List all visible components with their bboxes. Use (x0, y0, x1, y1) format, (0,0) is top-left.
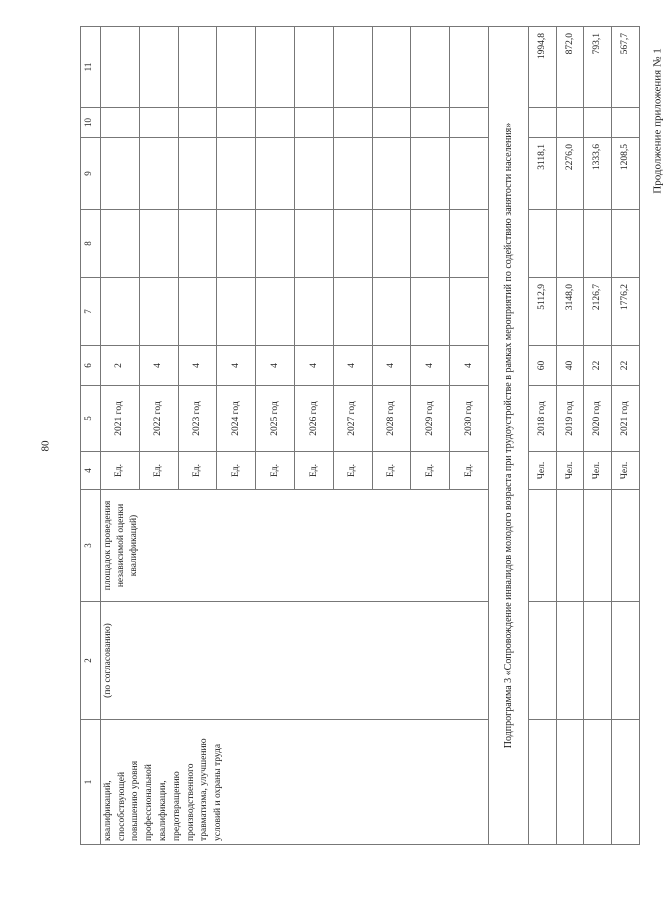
unit-cell: Ед. (295, 452, 334, 490)
empty-cell (372, 138, 411, 210)
empty-cell (333, 210, 372, 278)
empty-cell (295, 210, 334, 278)
value-cell: 4 (450, 346, 489, 386)
empty-cell (178, 138, 217, 210)
header-row (81, 27, 101, 845)
header-number-cell: 6 (81, 346, 101, 386)
empty-cell (139, 210, 178, 278)
empty-cell (411, 278, 450, 346)
table-row (529, 27, 557, 845)
year-cell: 2020 год (584, 386, 612, 452)
empty-cell (139, 27, 178, 108)
unit-cell: Ед. (450, 452, 489, 490)
empty-cell (529, 210, 557, 278)
empty-cell (450, 210, 489, 278)
unit-cell: Ед. (333, 452, 372, 490)
executor-cell: (по согласованию) (100, 602, 488, 720)
empty-cell (217, 138, 256, 210)
year-cell: 2023 год (178, 386, 217, 452)
empty-cell (217, 210, 256, 278)
other-cell: 567,7 (612, 27, 640, 108)
value-cell: 4 (372, 346, 411, 386)
empty-cell (529, 602, 557, 720)
value-cell: 22 (584, 346, 612, 386)
value-cell: 4 (178, 346, 217, 386)
empty-cell (100, 27, 139, 108)
header-number-cell: 7 (81, 278, 101, 346)
budget-cell: 1333,6 (584, 138, 612, 210)
unit-cell: Чел. (612, 452, 640, 490)
total-cell: 5112,9 (529, 278, 557, 346)
empty-cell (372, 27, 411, 108)
value-cell: 4 (217, 346, 256, 386)
empty-cell (372, 210, 411, 278)
other-cell: 1994,8 (529, 27, 557, 108)
unit-cell: Чел. (529, 452, 557, 490)
other-cell: 793,1 (584, 27, 612, 108)
empty-cell (295, 138, 334, 210)
empty-cell (450, 27, 489, 108)
empty-cell (612, 602, 640, 720)
empty-cell (256, 108, 295, 138)
empty-cell (295, 108, 334, 138)
unit-cell: Чел. (584, 452, 612, 490)
budget-cell: 1208,5 (612, 138, 640, 210)
header-number-cell: 10 (81, 108, 101, 138)
header-number-cell: 1 (81, 720, 101, 845)
activity-description: квалификаций, способствующей повышению уровня профессиональной квалификации, предотвращению производственного травматизма, улучшению условий и охраны труда (100, 720, 488, 845)
empty-cell (256, 27, 295, 108)
empty-cell (333, 278, 372, 346)
year-cell: 2028 год (372, 386, 411, 452)
empty-cell (450, 108, 489, 138)
header-number-cell: 8 (81, 210, 101, 278)
value-cell: 4 (139, 346, 178, 386)
table-row (100, 27, 139, 845)
empty-cell (612, 108, 640, 138)
empty-cell (411, 108, 450, 138)
year-cell: 2029 год (411, 386, 450, 452)
year-cell: 2025 год (256, 386, 295, 452)
value-cell: 60 (529, 346, 557, 386)
empty-cell (100, 210, 139, 278)
empty-cell (217, 108, 256, 138)
empty-cell (295, 27, 334, 108)
empty-cell (333, 108, 372, 138)
unit-cell: Ед. (139, 452, 178, 490)
empty-cell (584, 602, 612, 720)
unit-cell: Ед. (411, 452, 450, 490)
empty-cell (256, 278, 295, 346)
empty-cell (256, 210, 295, 278)
empty-cell (584, 490, 612, 602)
year-cell: 2019 год (556, 386, 584, 452)
unit-cell: Ед. (256, 452, 295, 490)
year-cell: 2021 год (100, 386, 139, 452)
empty-cell (584, 108, 612, 138)
empty-cell (139, 278, 178, 346)
empty-cell (139, 138, 178, 210)
empty-cell (372, 278, 411, 346)
value-cell: 40 (556, 346, 584, 386)
year-cell: 2018 год (529, 386, 557, 452)
year-cell: 2027 год (333, 386, 372, 452)
header-number-cell: 11 (81, 27, 101, 108)
header-number-cell: 3 (81, 490, 101, 602)
subprogram-row (489, 27, 529, 845)
rotated-table-container (80, 27, 640, 845)
empty-cell (450, 138, 489, 210)
empty-cell (450, 278, 489, 346)
empty-cell (584, 210, 612, 278)
empty-cell (556, 210, 584, 278)
empty-cell (584, 720, 612, 845)
year-cell: 2022 год (139, 386, 178, 452)
page-number: 80 (39, 440, 52, 452)
empty-cell (217, 278, 256, 346)
header-number-cell: 9 (81, 138, 101, 210)
year-cell: 2021 год (612, 386, 640, 452)
value-cell: 4 (411, 346, 450, 386)
empty-cell (411, 27, 450, 108)
empty-cell (178, 27, 217, 108)
empty-cell (411, 210, 450, 278)
table-row (556, 27, 584, 845)
empty-cell (333, 27, 372, 108)
total-cell: 3148,0 (556, 278, 584, 346)
budget-cell: 3118,1 (529, 138, 557, 210)
value-cell: 4 (256, 346, 295, 386)
appendix-title: Продолжение приложения № 1 (651, 48, 664, 194)
empty-cell (612, 210, 640, 278)
empty-cell (556, 490, 584, 602)
empty-cell (100, 138, 139, 210)
empty-cell (217, 27, 256, 108)
empty-cell (612, 490, 640, 602)
value-cell: 4 (333, 346, 372, 386)
table-row (584, 27, 612, 845)
empty-cell (556, 108, 584, 138)
value-cell: 4 (295, 346, 334, 386)
empty-cell (178, 278, 217, 346)
year-cell: 2026 год (295, 386, 334, 452)
header-number-cell: 4 (81, 452, 101, 490)
year-cell: 2030 год (450, 386, 489, 452)
indicator-cell: площадок проведения независимой оценки квалификаций) (100, 490, 488, 602)
empty-cell (333, 138, 372, 210)
value-cell: 2 (100, 346, 139, 386)
value-cell: 22 (612, 346, 640, 386)
total-cell: 1776,2 (612, 278, 640, 346)
empty-cell (100, 108, 139, 138)
other-cell: 872,0 (556, 27, 584, 108)
unit-cell: Ед. (217, 452, 256, 490)
header-number-cell: 2 (81, 602, 101, 720)
empty-cell (178, 108, 217, 138)
unit-cell: Ед. (178, 452, 217, 490)
empty-cell (372, 108, 411, 138)
unit-cell: Ед. (100, 452, 139, 490)
empty-cell (529, 490, 557, 602)
unit-cell: Чел. (556, 452, 584, 490)
empty-cell (529, 108, 557, 138)
budget-cell: 2276,0 (556, 138, 584, 210)
table-row (612, 27, 640, 845)
total-cell: 2126,7 (584, 278, 612, 346)
empty-cell (178, 210, 217, 278)
header-number-cell: 5 (81, 386, 101, 452)
empty-cell (100, 278, 139, 346)
subprogram-title: Подпрограмма 3 «Сопровождение инвалидов молодого возраста при трудоустройстве в рамках мероприятий по содействию занятости населения» (489, 27, 529, 845)
empty-cell (612, 720, 640, 845)
data-table (80, 26, 640, 845)
year-cell: 2024 год (217, 386, 256, 452)
empty-cell (256, 138, 295, 210)
empty-cell (556, 720, 584, 845)
unit-cell: Ед. (372, 452, 411, 490)
empty-cell (139, 108, 178, 138)
empty-cell (529, 720, 557, 845)
empty-cell (556, 602, 584, 720)
empty-cell (411, 138, 450, 210)
empty-cell (295, 278, 334, 346)
